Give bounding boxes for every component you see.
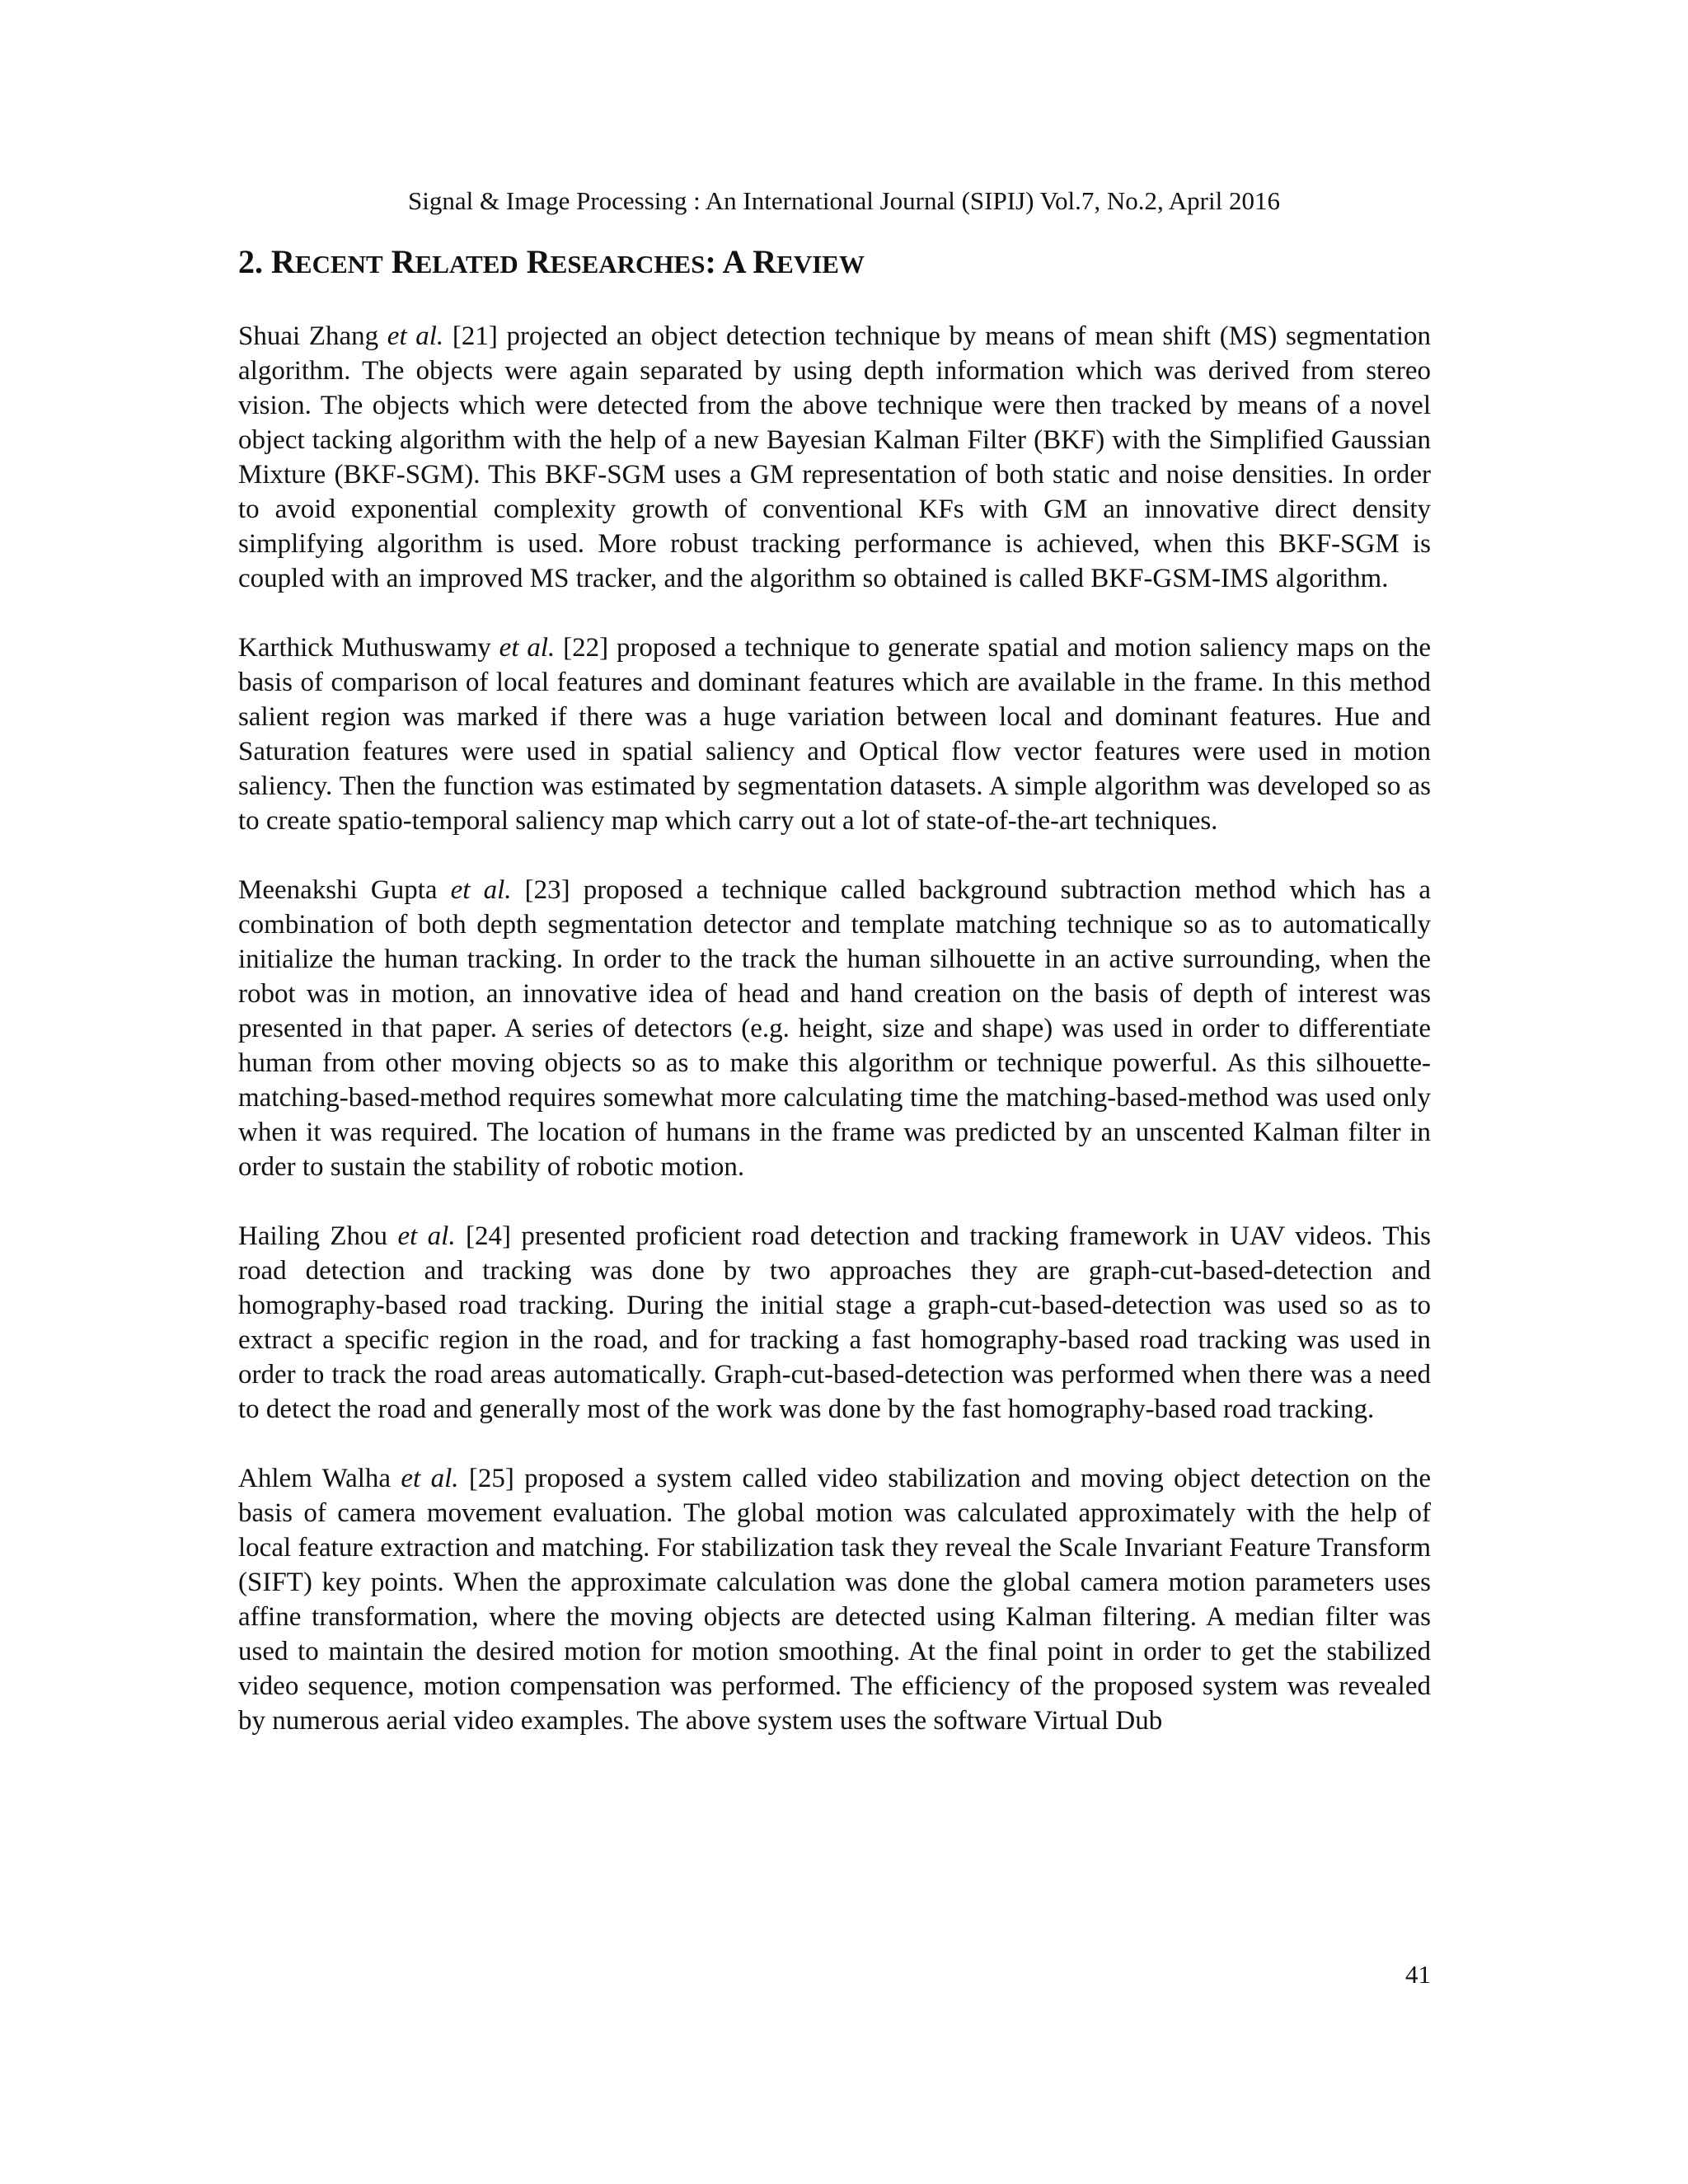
et-al: et al. (499, 633, 556, 663)
section-number: 2. (238, 243, 263, 280)
paragraph-muthuswamy (238, 630, 1431, 838)
page-number: 41 (1405, 1960, 1431, 1989)
paragraph-zhang (238, 319, 1431, 596)
section-title-word: RESEARCHES (526, 243, 706, 280)
et-al: et al. (397, 1221, 456, 1251)
paragraph-gupta (238, 873, 1431, 1184)
section-title-word: REVIEW (753, 243, 865, 280)
section-title-word: A (722, 243, 745, 280)
et-al: et al. (450, 875, 512, 905)
author-name: Shuai Zhang (238, 321, 379, 351)
paragraph-zhou (238, 1219, 1431, 1427)
author-name: Meenakshi Gupta (238, 875, 438, 905)
paragraph-text: [23] proposed a technique called background subtraction method which has a combination of both depth segmentation detector and template matching technique so as to automatically initialize the human tracking. In order to the track the human silhouette in an active surrounding, when the robot was in motion, an innovative idea of head and hand creation on the basis of depth of interest was presented in that paper. A series of detectors (e.g. height, size and shape) was used in order to differentiate human from other moving objects so as to make this algorithm or technique powerful. As this silhouette-matching-based-method requires somewhat more calculating time the matching-based-method was used only when it was required. The location of humans in the frame was predicted by an unscented Kalman filter in order to sustain the stability of robotic motion. (238, 875, 1431, 1182)
paragraph-text: [24] presented proficient road detection and tracking framework in UAV videos. This road detection and tracking was done by two approaches they are graph-cut-based-detection and homography-based road tracking. During the initial stage a graph-cut-based-detection was used so as to extract a specific region in the road, and for tracking a fast homography-based road tracking was used in order to track the road areas automatically. Graph-cut-based-detection was performed when there was a need to detect the road and generally most of the work was done by the fast homography-based road tracking. (238, 1221, 1431, 1424)
author-name: Ahlem Walha (238, 1464, 392, 1493)
running-header: Signal & Image Processing : An International Journal (SIPIJ) Vol.7, No.2, April 2016 (408, 186, 1280, 215)
et-al: et al. (401, 1464, 459, 1493)
paragraph-text: [21] projected an object detection technique by means of mean shift (MS) segmentation algorithm. The objects were again separated by using depth information which was derived from stereo vision. The objects which were detected from the above technique were then tracked by means of a novel object tacking algorithm with the help of a new Bayesian Kalman Filter (BKF) with the Simplified Gaussian Mixture (BKF-SGM). This BKF-SGM uses a GM representation of both static and noise densities. In order to avoid exponential complexity growth of conventional KFs with GM an innovative direct density simplifying algorithm is used. More robust tracking performance is achieved, when this BKF-SGM is coupled with an improved MS tracker, and the algorithm so obtained is called BKF-GSM-IMS algorithm. (238, 321, 1431, 593)
section-title-word: RECENT (271, 243, 383, 280)
author-name: Hailing Zhou (238, 1221, 388, 1251)
author-name: Karthick Muthuswamy (238, 633, 491, 663)
paragraph-text: [25] proposed a system called video stabilization and moving object detection on the basis of camera movement evaluation. The global motion was calculated approximately with the help of local feature extraction and matching. For stabilization task they reveal the Scale Invariant Feature Transform (SIFT) key points. When the approximate calculation was done the global camera motion parameters uses affine transformation, where the moving objects are detected using Kalman filtering. A median filter was used to maintain the desired motion for motion smoothing. At the final point in order to get the stabilized video sequence, motion compensation was performed. The efficiency of the proposed system was revealed by numerous aerial video examples. The above system uses the software Virtual Dub (238, 1464, 1432, 1736)
et-al: et al. (387, 321, 444, 351)
body-text (238, 319, 1431, 1738)
section-title-word: RELATED (391, 243, 518, 280)
section-heading: 2. RECENT RELATED RESEARCHES: A REVIEW (238, 243, 865, 280)
paragraph-walha (238, 1461, 1431, 1738)
paragraph-text: [22] proposed a technique to generate spatial and motion saliency maps on the basis of comparison of local features and dominant features which are available in the frame. In this method salient region was marked if there was a huge variation between local and dominant features. Hue and Saturation features were used in spatial saliency and Optical flow vector features were used in motion saliency. Then the function was estimated by segmentation datasets. A simple algorithm was developed so as to create spatio-temporal saliency map which carry out a lot of state-of-the-art techniques. (238, 633, 1432, 836)
